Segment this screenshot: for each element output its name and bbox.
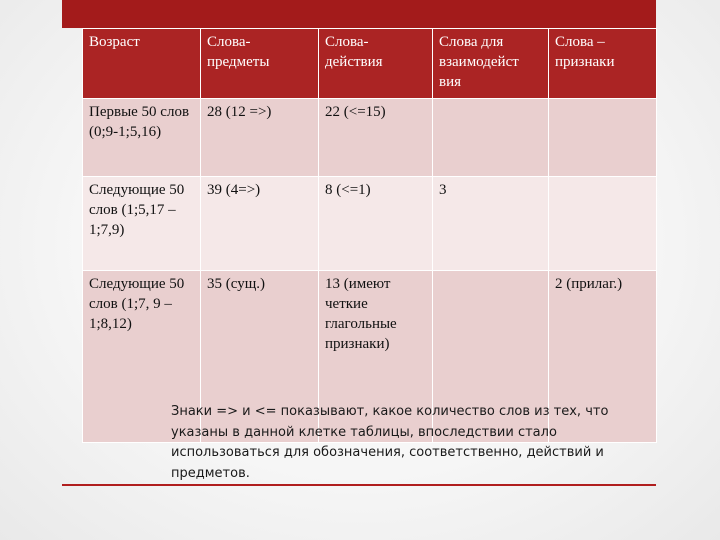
table-row [83,99,657,177]
table-cell: 22 (<=15) [319,99,433,177]
header-attribute-words: Слова – признаки [549,29,657,99]
table-cell [549,99,657,177]
data-table [82,28,657,443]
table-cell: 28 (12 =>) [201,99,319,177]
table-cell: Первые 50 слов (0;9-1;5,16) [83,99,201,177]
table-cell: Следующие 50 слов (1;5,17 – 1;7,9) [83,177,201,271]
bottom-divider [62,484,656,486]
header-action-words: Слова-действия [319,29,433,99]
table-cell: Следующие 50 слов (1;7, 9 – 1;8,12) [83,271,201,443]
table-header-row [83,29,657,99]
header-object-words: Слова-предметы [201,29,319,99]
table-row [83,177,657,271]
table-cell: 13 (имеют четкие глагольные признаки) [319,271,433,443]
table-cell: 8 (<=1) [319,177,433,271]
header-interaction-words: Слова для взаимодейст вия [433,29,549,99]
table-cell [433,99,549,177]
table-cell: 39 (4=>) [201,177,319,271]
table-cell: 35 (сущ.) [201,271,319,443]
header-age: Возраст [83,29,201,99]
table-cell [549,177,657,271]
top-accent-bar [62,0,656,28]
table-cell: 2 (прилаг.) [549,271,657,443]
footnote-text: Знаки => и <= показывают, какое количество слов из тех, что указаны в данной клетке таблицы, впоследствии стало использоваться для обозначения, соответственно, действий и предметов. [171,404,609,481]
table-cell: 3 [433,177,549,271]
